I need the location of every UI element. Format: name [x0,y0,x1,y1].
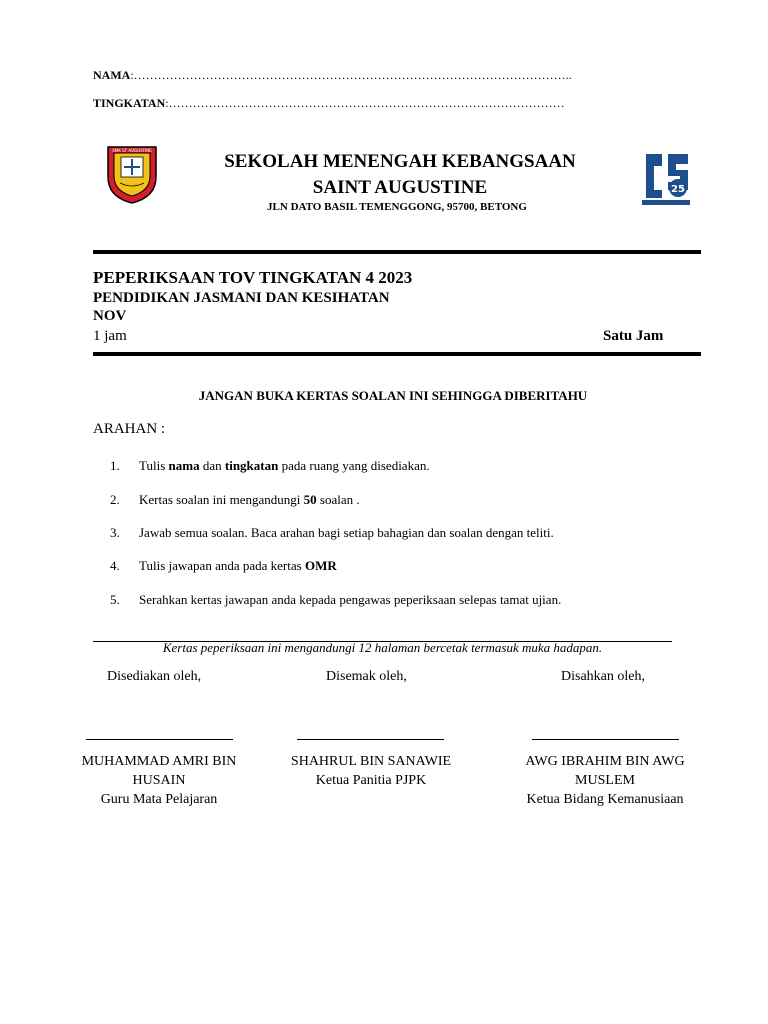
signatory-checked [271,752,471,790]
signature-role-prepared: Disediakan oleh, [107,669,202,684]
signatory-approved [505,752,705,809]
instruction-number: 1. [110,458,120,473]
instruction-number: 2. [110,492,120,507]
instruction-text: Jawab semua soalan. Baca arahan bagi setiap bahagian dan soalan dengan teliti. [139,525,554,540]
signatory-prepared [59,752,259,809]
signatory-name-line1: AWG IBRAHIM BIN AWG [525,754,685,769]
class-field[interactable] [93,96,565,111]
instruction-bold: tingkatan [224,458,279,473]
logo-number: 25 [671,184,685,195]
class-dots: :……………………………………………………………………………………… [165,96,565,110]
name-label: NAMA [93,68,131,82]
signatory-title: Ketua Panitia PJPK [315,773,427,788]
name-field[interactable] [93,68,572,83]
school-name-line2: SAINT AUGUSTINE [312,177,488,198]
exam-info-divider [93,352,701,356]
instruction-text: Serahkan kertas jawapan anda kepada pengawas peperiksaan selepas tamat ujian. [139,592,562,607]
instruction-bold: OMR [304,558,337,573]
instruction-text: Tulis [139,458,169,473]
instruction-number: 4. [110,558,120,573]
school-address: JLN DATO BASIL TEMENGGONG, 95700, BETONG [267,201,527,213]
exam-duration-words: Satu Jam [603,328,664,344]
signature-line-approved [532,739,679,740]
instruction-text: Kertas soalan ini mengandungi [139,492,304,507]
instruction-item [139,592,561,608]
instruction-text: pada ruang yang disediakan. [278,458,430,473]
school-name-line1: SEKOLAH MENENGAH KEBANGSAAN [224,151,576,172]
exam-duration: 1 jam [93,328,127,344]
instruction-bold: 50 [303,492,317,507]
do-not-open-warning: JANGAN BUKA KERTAS SOALAN INI SEHINGGA DIBERITAHU [198,388,588,403]
instruction-text: dan [199,458,225,473]
class-label: TINGKATAN [93,96,166,110]
exam-subject: PENDIDIKAN JASMANI DAN KESIHATAN [93,290,390,306]
instruction-number: 3. [110,525,120,540]
instructions-heading: ARAHAN : [93,421,166,437]
pages-note: Kertas peperiksaan ini mengandungi 12 halaman bercetak termasuk muka hadapan. [162,640,603,655]
crest-text: SMK ST AUGUSTINE [112,148,152,153]
instruction-item [139,558,337,574]
signature-line-prepared [86,739,233,740]
instruction-number: 5. [110,592,120,607]
exam-title: PEPERIKSAAN TOV TINGKATAN 4 2023 [93,268,413,287]
name-dots: :……………………………………………………………………………………………….. [130,68,572,82]
signature-role-approved: Disahkan oleh, [561,669,645,684]
signatory-title: Guru Mata Pelajaran [100,792,218,807]
instruction-item [139,458,430,474]
signature-role-checked: Disemak oleh, [326,669,407,684]
signatory-name-line1: SHAHRUL BIN SANAWIE [290,754,452,769]
instruction-text: soalan . [316,492,360,507]
signatory-name-line1: MUHAMMAD AMRI BIN [81,754,237,769]
signatory-name-line2: MUSLEM [575,773,635,788]
exam-month: NOV [93,308,127,324]
signature-line-checked [297,739,444,740]
instruction-item [139,525,554,541]
instruction-item [139,492,360,508]
header-divider [93,250,701,254]
instruction-bold: nama [168,458,200,473]
signatory-name-line2: HUSAIN [132,773,186,788]
signatory-title: Ketua Bidang Kemanusiaan [526,792,684,807]
instruction-text: Tulis jawapan anda pada kertas [139,558,305,573]
